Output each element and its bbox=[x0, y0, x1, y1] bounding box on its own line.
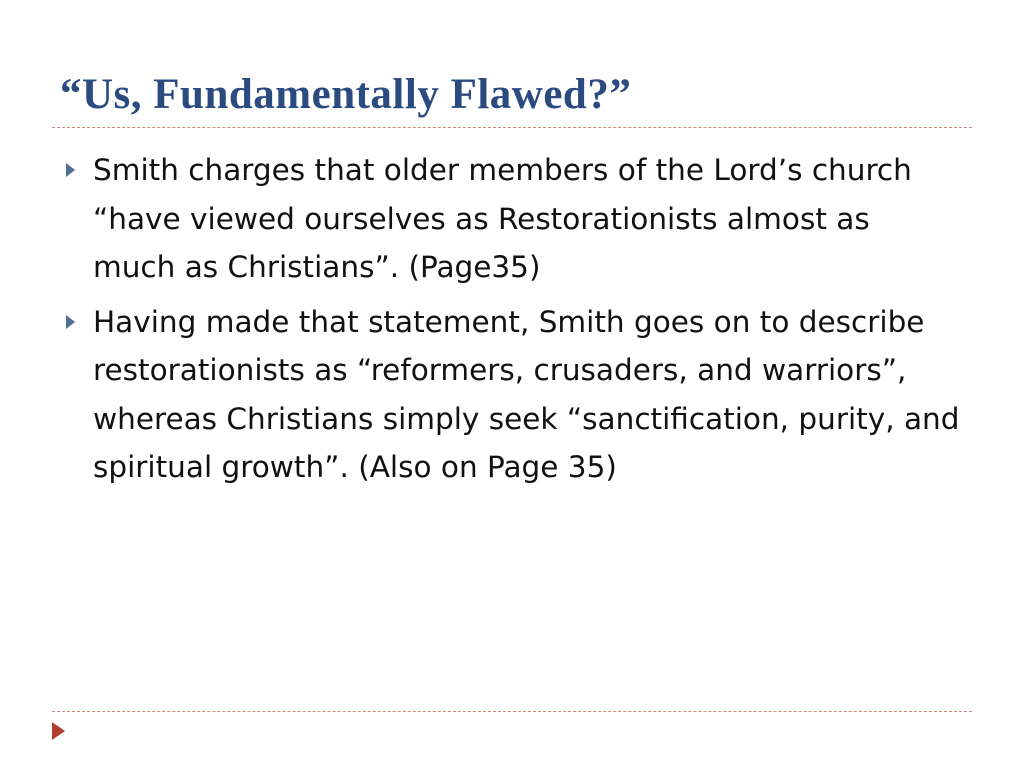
corner-arrow-icon bbox=[52, 722, 65, 740]
bullet-list bbox=[60, 146, 960, 498]
footer-divider bbox=[52, 711, 972, 712]
slide-title: “Us, Fundamentally Flawed?” bbox=[60, 71, 632, 118]
bullet-text: Having made that statement, Smith goes on to describe restorationists as “reformers, crusaders, and warriors”, whereas Christians simply seek “sanctification, purity, and spiritual growth”. (Also on Page 35) bbox=[93, 304, 960, 484]
bullet-arrow-icon bbox=[66, 163, 75, 177]
bullet-item bbox=[60, 146, 960, 292]
title-divider bbox=[52, 127, 972, 128]
bullet-item bbox=[60, 298, 960, 492]
bullet-arrow-icon bbox=[66, 315, 75, 329]
bullet-text: Smith charges that older members of the Lord’s church “have viewed ourselves as Restorationists almost as much as Christians”. (Page35) bbox=[93, 153, 912, 284]
